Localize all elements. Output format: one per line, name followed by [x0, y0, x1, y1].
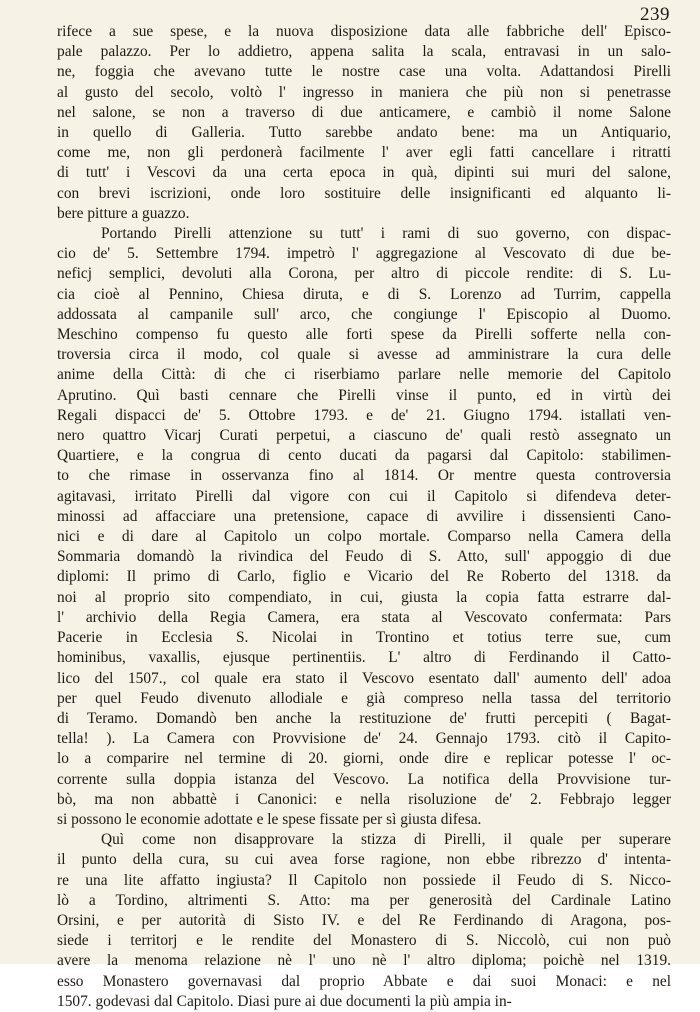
text-line: anime della Città: di che ci riserbiamo parlare nelle memorie del Capitolo [57, 366, 671, 384]
paragraph [57, 830, 671, 1012]
paragraph [57, 224, 671, 830]
text-line: avere la menoma relazione nè l' uno nè l' altro diploma; poichè nel 1319. [57, 952, 671, 970]
text-line: siede i territorj e le rendite del Monastero di S. Niccolò, cui non può [57, 932, 671, 950]
text-line: Orsini, e per autorità di Sisto IV. e del Re Ferdinando di Aragona, pos- [57, 911, 671, 929]
text-line: hominibus, vaxallis, ejusque pertinentiis. L' altro di Ferdinando il Catto- [57, 649, 671, 667]
text-line: agitavasi, irritato Pirelli dal vigore con cui il Capitolo si difendeva deter- [57, 487, 671, 505]
text-line: to che rimase in osservanza fino al 1814. Or mentre questa controversia [57, 467, 671, 485]
text-line: minossi ad affacciare una pretensione, capace di avvilire i dissensienti Cano- [57, 507, 671, 525]
text-line: con brevi iscrizioni, onde loro sostituire delle insignificanti ed alquanto li- [57, 184, 671, 202]
paragraph [57, 22, 671, 224]
text-line: lò a Tordino, altrimenti S. Atto: ma per generosità del Cardinale Latino [57, 891, 671, 909]
page-number: 239 [640, 4, 670, 25]
text-line: di Teramo. Domandò ben anche la restituzione de' frutti percepiti ( Bagat- [57, 709, 671, 727]
text-line: l' archivio della Regia Camera, era stata al Vescovato confermata: Pars [57, 608, 671, 626]
body-text [57, 22, 671, 1012]
text-line: Quartiere, e la congrua di cento ducati da pagarsi dal Capitolo: stabilimen- [57, 447, 671, 465]
text-line: addossata al campanile sull' arco, che congiunge l' Episcopio al Duomo. [57, 305, 671, 323]
text-line: diplomi: Il primo di Carlo, figlio e Vicario del Re Roberto del 1318. da [57, 568, 671, 586]
text-line: Sommaria domandò la rivindica del Feudo di S. Atto, sull' appoggio di due [57, 548, 671, 566]
text-line: tella! ). La Camera con Provvisione de' 24. Gennajo 1793. citò il Capito- [57, 730, 671, 748]
text-line: troversia circa il modo, col quale si avesse ad amministrare la cura delle [57, 346, 671, 364]
text-line: ne, foggia che avevano tutte le nostre case una volta. Adattandosi Pirelli [57, 63, 671, 81]
text-line: noi al proprio sito compendiato, in cui, giusta la copia fatta estrarre dal- [57, 588, 671, 606]
text-line: cia cioè al Pennino, Chiesa diruta, e di S. Lorenzo ad Turrim, cappella [57, 285, 671, 303]
text-line: bere pitture a guazzo. [57, 204, 190, 222]
text-line: al gusto del secolo, voltò l' ingresso in maniera che più non si penetrasse [57, 83, 671, 101]
text-line: lo a comparire nel termine di 20. giorni, onde dire e replicar potesse l' oc- [57, 750, 671, 768]
text-line: il punto della cura, su cui avea forse ragione, non ebbe ribrezzo d' intenta- [57, 851, 671, 869]
text-line: Pacerie in Ecclesia S. Nicolai in Trontino et totius terre sue, cum [57, 629, 671, 647]
text-line: rifece a sue spese, e la nuova disposizione data alle fabbriche dell' Episco- [57, 23, 671, 40]
text-line: nero quattro Vicarj Curati perpetui, a ciascuno de' quali restò assegnato un [57, 427, 671, 445]
text-line: nici e di dare al Capitolo un colpo mortale. Comparso nella Camera della [57, 528, 671, 546]
text-line: re una lite affatto ingiusta? Il Capitolo non possiede il Feudo di S. Nicco- [57, 871, 671, 889]
text-line: corrente sulla doppia istanza del Vescovo. La notifica della Provvisione tur- [57, 770, 671, 788]
text-line: di tutt' i Vescovi da una certa epoca in quà, dipinti sui muri del salone, [57, 164, 671, 182]
text-line: per quel Feudo divenuto allodiale e già compreso nella tassa del territorio [57, 689, 671, 707]
text-line: esso Monastero governavasi dal proprio Abbate e dai suoi Monaci: e nel [57, 972, 671, 990]
text-line: cio de' 5. Settembre 1794. impetrò l' aggregazione al Vescovato di due be- [57, 245, 671, 263]
text-line: come me, non gli perdonerà facilmente l' aver egli fatti cancellare i ritratti [57, 144, 671, 162]
text-line: si possono le economie adottate e le spese fissate per sì giusta difesa. [57, 810, 482, 828]
text-line: lico del 1507., col quale era stato il Vescovo esentato dall' aumento dell' adoa [57, 669, 671, 687]
text-line: nel salone, se non a traverso di due anticamere, e cambiò il nome Salone [57, 103, 671, 121]
text-line: Aprutino. Quì basti cennare che Pirelli vinse il punto, ed in virtù dei [57, 386, 671, 404]
text-line: neficj semplici, devoluti alla Corona, per altro di piccole rendite: di S. Lu- [57, 265, 671, 283]
text-line: pale palazzo. Per lo addietro, appena salita la scala, entravasi in un salo- [57, 43, 671, 61]
text-line: in quello di Galleria. Tutto sarebbe andato bene: ma un Antiquario, [57, 124, 671, 142]
text-line: Quì come non disapprovare la stizza di Pirelli, il quale per superare [101, 831, 671, 849]
text-line: 1507. godevasi dal Capitolo. Diasi pure ai due documenti la più ampia in- [57, 992, 512, 1010]
text-line: bò, ma non abbattè i Canonici: e nella risoluzione de' 2. Febbrajo legger [57, 790, 671, 808]
text-line: Regali dispacci de' 5. Ottobre 1793. e de' 21. Giugno 1794. istallati ven- [57, 406, 671, 424]
text-line: Portando Pirelli attenzione su tutt' i rami di suo governo, con dispac- [101, 225, 671, 243]
text-line: Meschino compenso fu questo alle forti spese da Pirelli sofferte nella con- [57, 326, 671, 344]
